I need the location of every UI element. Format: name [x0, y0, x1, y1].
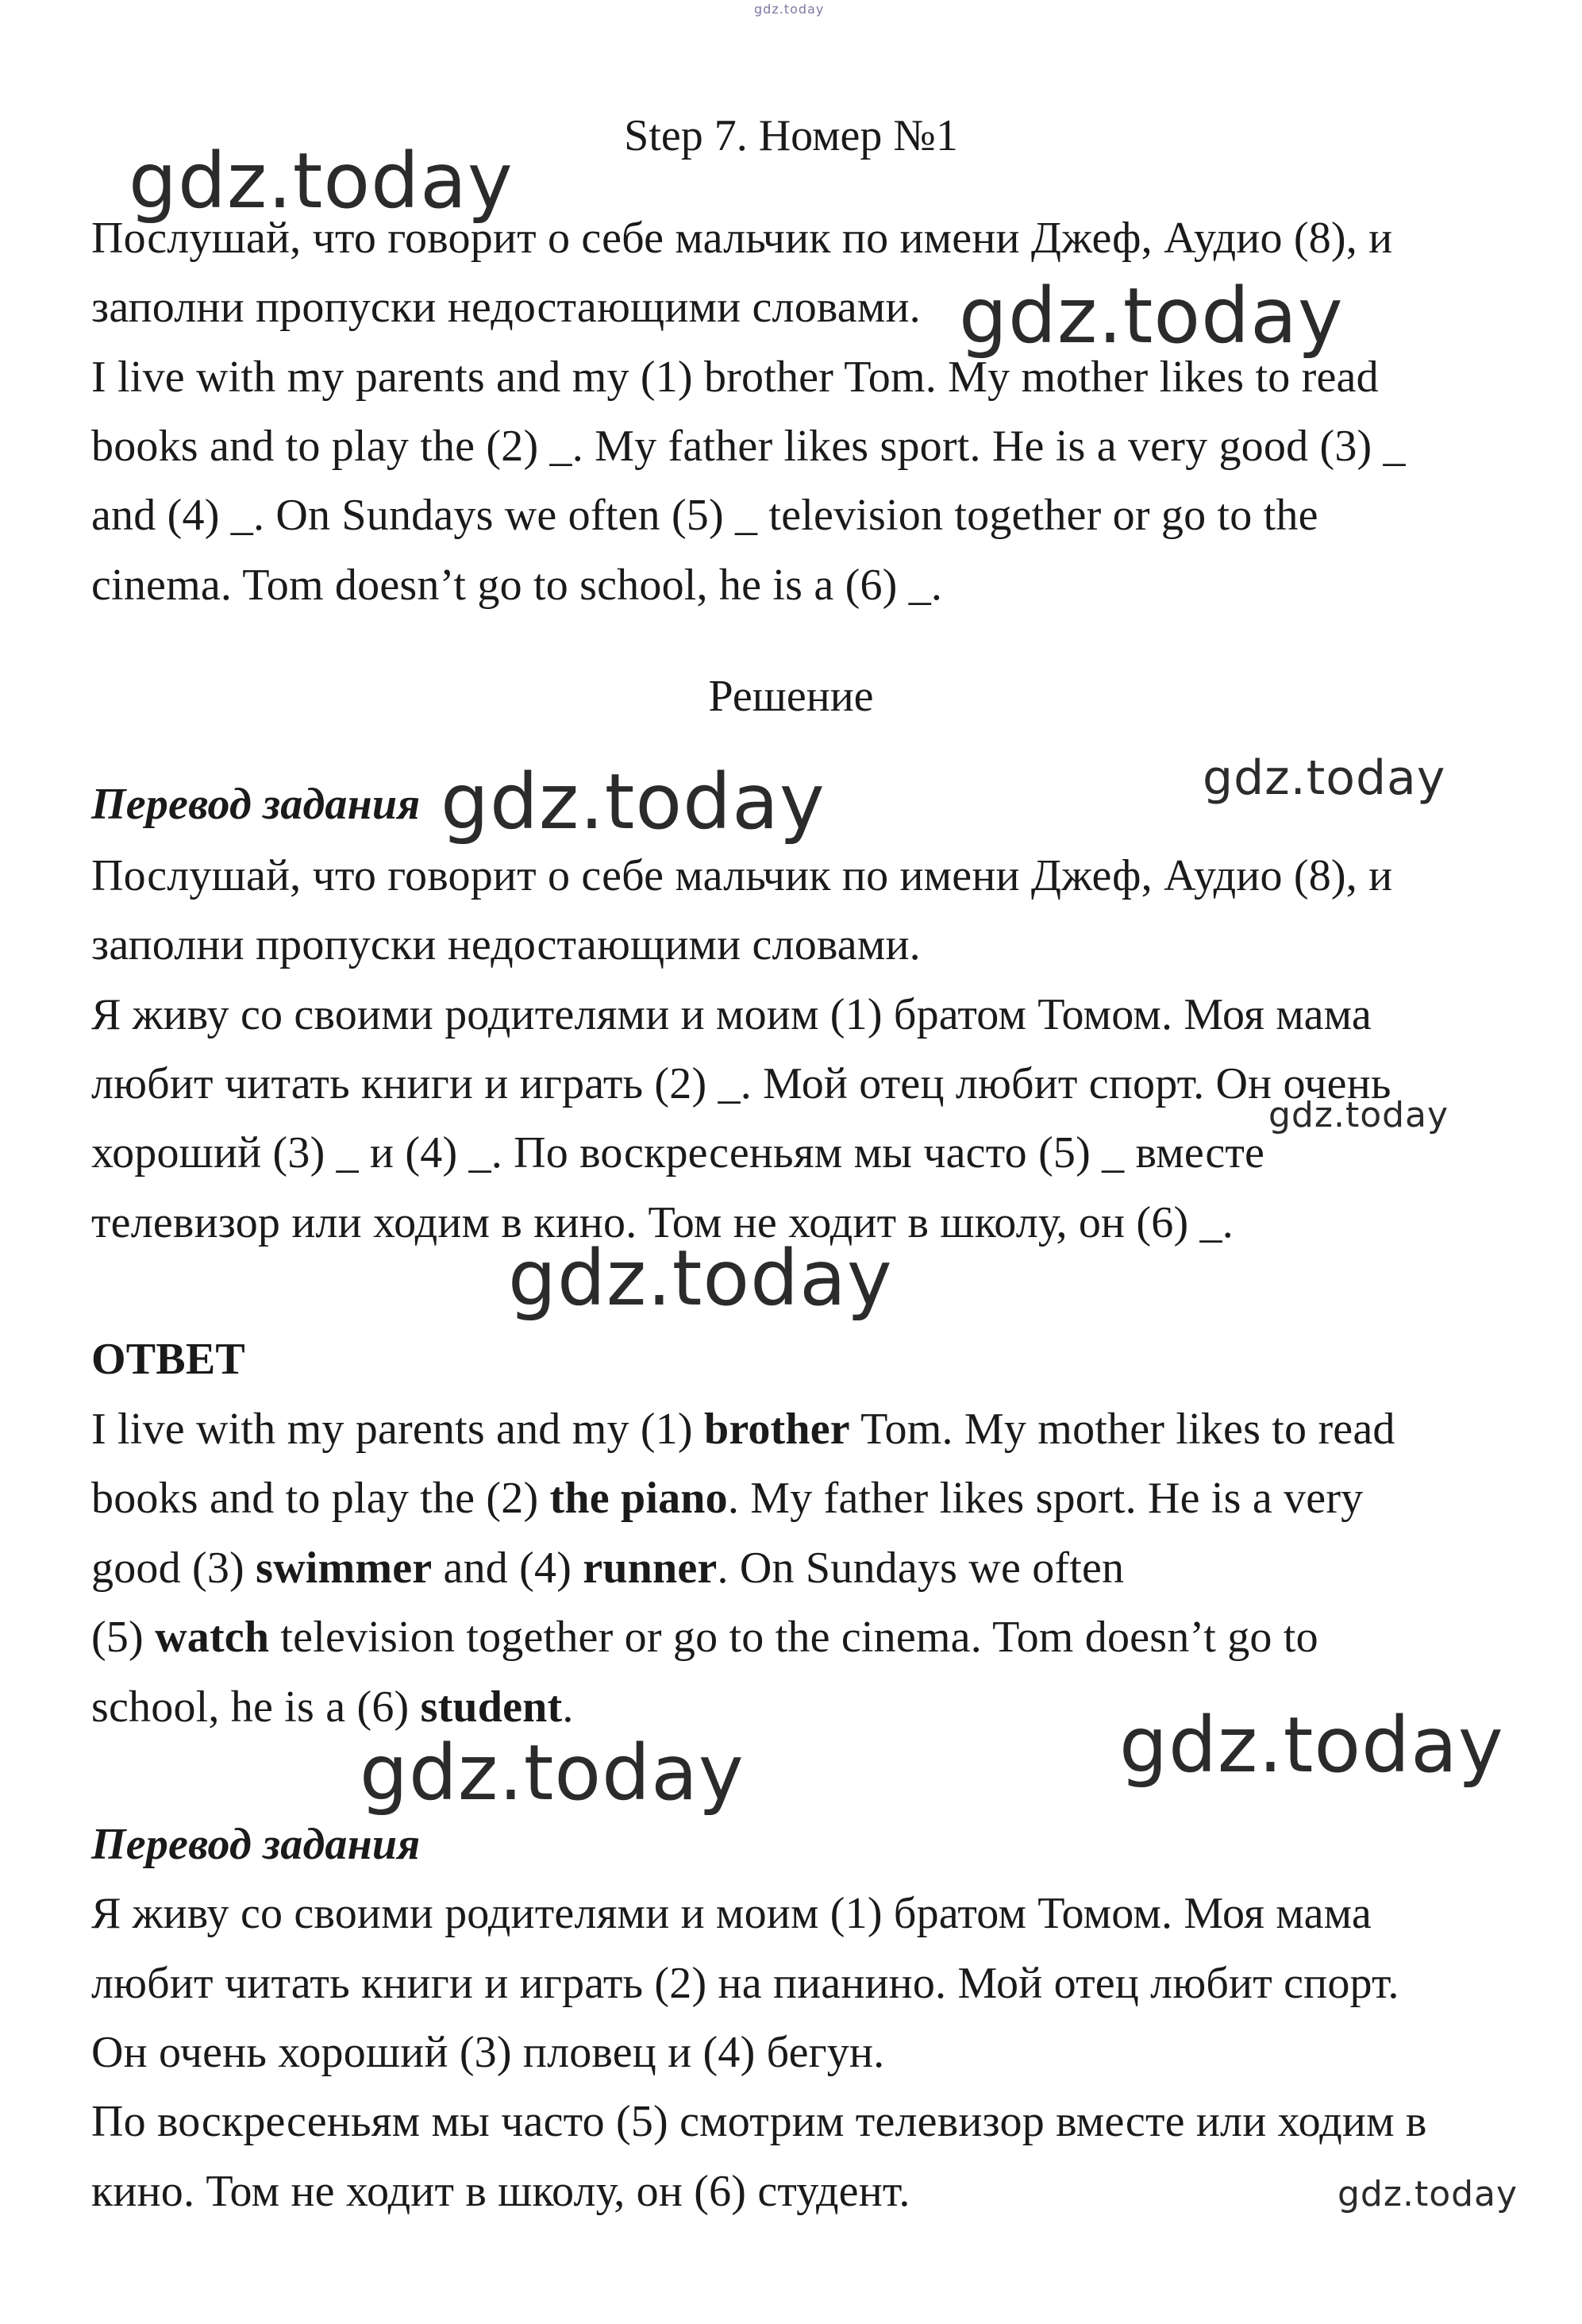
- answer-line: [91, 1540, 1124, 1596]
- answer-line: [91, 1470, 1363, 1526]
- answer-translation-line: Я живу со своими родителями и моим (1) братом Томом. Моя мама: [91, 1889, 1372, 1938]
- task-text-line: I live with my parents and my (1) brother Tom. My mother likes to read: [91, 353, 1379, 402]
- answer-text: . My father likes sport. He is a very: [727, 1474, 1364, 1523]
- translation-line: Я живу со своими родителями и моим (1) братом Томом. Моя мама: [91, 990, 1372, 1039]
- answer-text: books and to play the (2): [91, 1474, 550, 1523]
- watermark: gdz.today: [441, 757, 826, 846]
- task-text-line: and (4) _. On Sundays we often (5) _ television together or go to the: [91, 491, 1318, 540]
- answer-word: swimmer: [256, 1544, 433, 1593]
- answer-translation-heading: Перевод задания: [91, 1820, 421, 1869]
- answer-line: [91, 1401, 1395, 1457]
- watermark: gdz.today: [1119, 1701, 1504, 1790]
- watermark: gdz.today: [129, 137, 514, 225]
- answer-word: brother: [703, 1405, 850, 1454]
- answer-heading: ОТВЕТ: [91, 1335, 245, 1384]
- task-instruction-line: Послушай, что говорит о себе мальчик по имени Джеф, Аудио (8), и: [91, 214, 1393, 263]
- translation-heading: Перевод задания: [91, 780, 421, 829]
- answer-word: runner: [583, 1544, 718, 1593]
- watermark: gdz.today: [1338, 2174, 1518, 2214]
- answer-text: school, he is a (6): [91, 1682, 421, 1732]
- answer-text: I live with my parents and my (1): [91, 1405, 704, 1454]
- answer-text: Tom. My mother likes to read: [849, 1405, 1395, 1454]
- answer-word: watch: [155, 1613, 270, 1662]
- answer-text: and (4): [432, 1544, 583, 1593]
- translation-line: любит читать книги и играть (2) _. Мой отец любит спорт. Он очень: [91, 1059, 1391, 1108]
- answer-line: [91, 1609, 1318, 1665]
- answer-translation-line: По воскресеньям мы часто (5) смотрим телевизор вместе или ходим в: [91, 2097, 1427, 2146]
- task-text-line: books and to play the (2) _. My father likes sport. He is a very good (3) _: [91, 422, 1406, 471]
- translation-line: хороший (3) _ и (4) _. По воскресеньям мы часто (5) _ вместе: [91, 1128, 1265, 1177]
- watermark: gdz.today: [1203, 750, 1446, 806]
- translation-line: телевизор или ходим в кино. Том не ходит в школу, он (6) _.: [91, 1198, 1234, 1247]
- watermark: gdz.today: [360, 1729, 745, 1817]
- answer-text: (5): [91, 1613, 156, 1662]
- answer-text: .: [562, 1682, 574, 1732]
- answer-text: television together or go to the cinema. Tom doesn’t go to: [269, 1613, 1318, 1662]
- translation-line: Послушай, что говорит о себе мальчик по имени Джеф, Аудио (8), и: [91, 851, 1393, 900]
- answer-translation-line: кино. Том не ходит в школу, он (6) студент.: [91, 2167, 910, 2216]
- answer-word: student: [420, 1682, 563, 1732]
- answer-word: the piano: [549, 1474, 728, 1523]
- answer-text: good (3): [91, 1544, 256, 1593]
- answer-line: [91, 1679, 574, 1735]
- watermark: gdz.today: [959, 272, 1344, 360]
- top-watermark: gdz.today: [754, 2, 825, 17]
- watermark: gdz.today: [1268, 1095, 1449, 1135]
- page-title: Step 7. Номер №1: [624, 111, 958, 160]
- translation-line: заполни пропуски недостающими словами.: [91, 920, 921, 969]
- answer-translation-line: Он очень хороший (3) пловец и (4) бегун.: [91, 2028, 885, 2077]
- answer-text: . On Sundays we often: [717, 1544, 1125, 1593]
- watermark: gdz.today: [508, 1234, 893, 1323]
- task-instruction-line: заполни пропуски недостающими словами.: [91, 283, 921, 332]
- answer-translation-line: любит читать книги и играть (2) на пианино. Мой отец любит спорт.: [91, 1959, 1399, 2008]
- solution-heading: Решение: [708, 672, 874, 721]
- task-text-line: cinema. Tom doesn’t go to school, he is a (6) _.: [91, 561, 943, 610]
